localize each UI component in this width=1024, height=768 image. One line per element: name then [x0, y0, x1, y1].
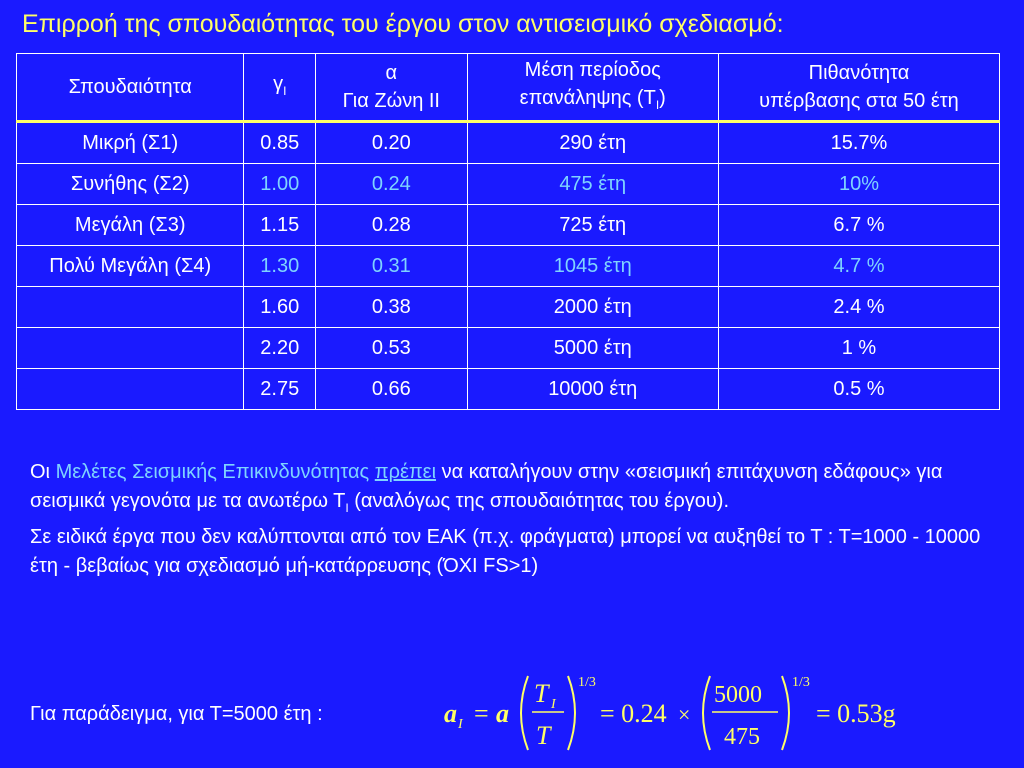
header-alpha: [316, 54, 468, 122]
formula-paren-right-2: [782, 676, 789, 750]
cell-gamma: 1.30: [244, 246, 316, 287]
cell-probability: 10%: [718, 164, 999, 205]
formula-num2: 5000: [714, 682, 762, 708]
formula-paren-left-2: [703, 676, 710, 750]
cell-importance: [17, 287, 244, 328]
formula-den2: 475: [724, 724, 760, 750]
cell-period: 10000 έτη: [467, 369, 718, 410]
p1-lead: Οι: [30, 461, 56, 483]
formula-paren-left: [521, 676, 528, 750]
formula-exp: 1/3: [578, 675, 596, 690]
cell-alpha: 0.24: [316, 164, 468, 205]
cell-probability: 15.7%: [718, 122, 999, 164]
cell-importance: Πολύ Μεγάλη (Σ4): [17, 246, 244, 287]
cell-probability: 6.7 %: [718, 205, 999, 246]
cell-importance: Μεγάλη (Σ3): [17, 205, 244, 246]
table-row: [17, 369, 1000, 410]
header-period-line2: επανάληψης (Τ: [519, 86, 656, 109]
cell-alpha: 0.53: [316, 328, 468, 369]
cell-alpha: 0.31: [316, 246, 468, 287]
p1-highlight: Μελέτες Σεισμικής Επικινδυνότητας: [55, 461, 370, 483]
formula-lhs-sub: I: [458, 717, 463, 732]
cell-importance: [17, 328, 244, 369]
p1-rest1: να καταλήγουν στην «σεισμική επιτάχυνση εδάφους» για σεισμικά γεγονότα με τα ανωτέρω Τ: [30, 461, 943, 512]
table-row: [17, 328, 1000, 369]
cell-period: 1045 έτη: [467, 246, 718, 287]
header-prob-line1: Πιθανότητα: [808, 62, 910, 84]
cell-alpha: 0.66: [316, 369, 468, 410]
formula-paren-right: [568, 676, 575, 750]
header-alpha-line1: α: [385, 62, 398, 84]
cell-probability: 0.5 %: [718, 369, 999, 410]
header-gamma-symbol: γ: [273, 72, 284, 95]
table-row: [17, 205, 1000, 246]
cell-importance: Συνήθης (Σ2): [17, 164, 244, 205]
formula-times: ×: [678, 702, 691, 727]
paragraph-1: [30, 458, 1005, 523]
formula-eq2: = 0.24: [600, 699, 667, 728]
header-importance: Σπουδαιότητα: [17, 54, 244, 122]
cell-gamma: 2.75: [244, 369, 316, 410]
cell-importance: Μικρή (Σ1): [17, 122, 244, 164]
importance-table: [16, 53, 1000, 410]
header-gamma: [244, 54, 316, 122]
cell-period: 5000 έτη: [467, 328, 718, 369]
cell-probability: 4.7 %: [718, 246, 999, 287]
example-label: Για παράδειγμα, για Τ=5000 έτη :: [30, 703, 323, 725]
cell-alpha: 0.20: [316, 122, 468, 164]
formula-num-sub: I: [551, 697, 556, 712]
table-row: [17, 246, 1000, 287]
cell-gamma: 1.60: [244, 287, 316, 328]
cell-period: 725 έτη: [467, 205, 718, 246]
formula-exp2: 1/3: [792, 675, 810, 690]
header-period-subscript: I: [655, 97, 660, 112]
formula-a: a: [496, 699, 509, 728]
cell-period: 290 έτη: [467, 122, 718, 164]
table-header-row: [17, 54, 1000, 122]
cell-period: 2000 έτη: [467, 287, 718, 328]
cell-gamma: 2.20: [244, 328, 316, 369]
cell-period: 475 έτη: [467, 164, 718, 205]
header-period-line1: Μέση περίοδος: [524, 58, 661, 81]
header-probability: [718, 54, 999, 122]
cell-importance: [17, 369, 244, 410]
cell-alpha: 0.38: [316, 287, 468, 328]
formula: [440, 668, 920, 758]
p1-rest2: (αναλόγως της σπουδαιότητας του έργου).: [348, 490, 729, 512]
cell-gamma: 1.15: [244, 205, 316, 246]
header-prob-line2: υπέρβασης στα 50 έτη: [759, 90, 959, 112]
p1-must: πρέπει: [374, 461, 437, 483]
header-period: [467, 54, 718, 122]
header-alpha-line2: Για Ζώνη ΙΙ: [342, 90, 440, 112]
formula-result: = 0.53g: [816, 699, 896, 728]
table-row: [17, 122, 1000, 164]
body-text: [30, 458, 1005, 581]
cell-probability: 1 %: [718, 328, 999, 369]
formula-eq: =: [474, 699, 489, 728]
formula-num: T: [534, 679, 549, 708]
cell-gamma: 0.85: [244, 122, 316, 164]
table-row: [17, 287, 1000, 328]
header-gamma-subscript: I: [283, 83, 287, 98]
cell-gamma: 1.00: [244, 164, 316, 205]
cell-alpha: 0.28: [316, 205, 468, 246]
page-title: Επιρροή της σπουδαιότητας του έργου στον αντισεισμικό σχεδιασμό:: [22, 10, 784, 38]
cell-probability: 2.4 %: [718, 287, 999, 328]
table-row: [17, 164, 1000, 205]
header-period-close: ): [659, 86, 666, 109]
paragraph-2: Σε ειδικά έργα που δεν καλύπτονται από τον ΕΑΚ (π.χ. φράγματα) μπορεί να αυξηθεί το Τ : Τ=1000 - 10000 έτη - βεβαίως για σχεδιασμό μή-κατάρρευσης (ΌΧΙ FS>1): [30, 526, 981, 577]
p1-subscript: I: [345, 501, 349, 515]
formula-lhs: a: [444, 699, 457, 728]
formula-svg: [440, 668, 920, 758]
formula-den: T: [536, 721, 551, 750]
